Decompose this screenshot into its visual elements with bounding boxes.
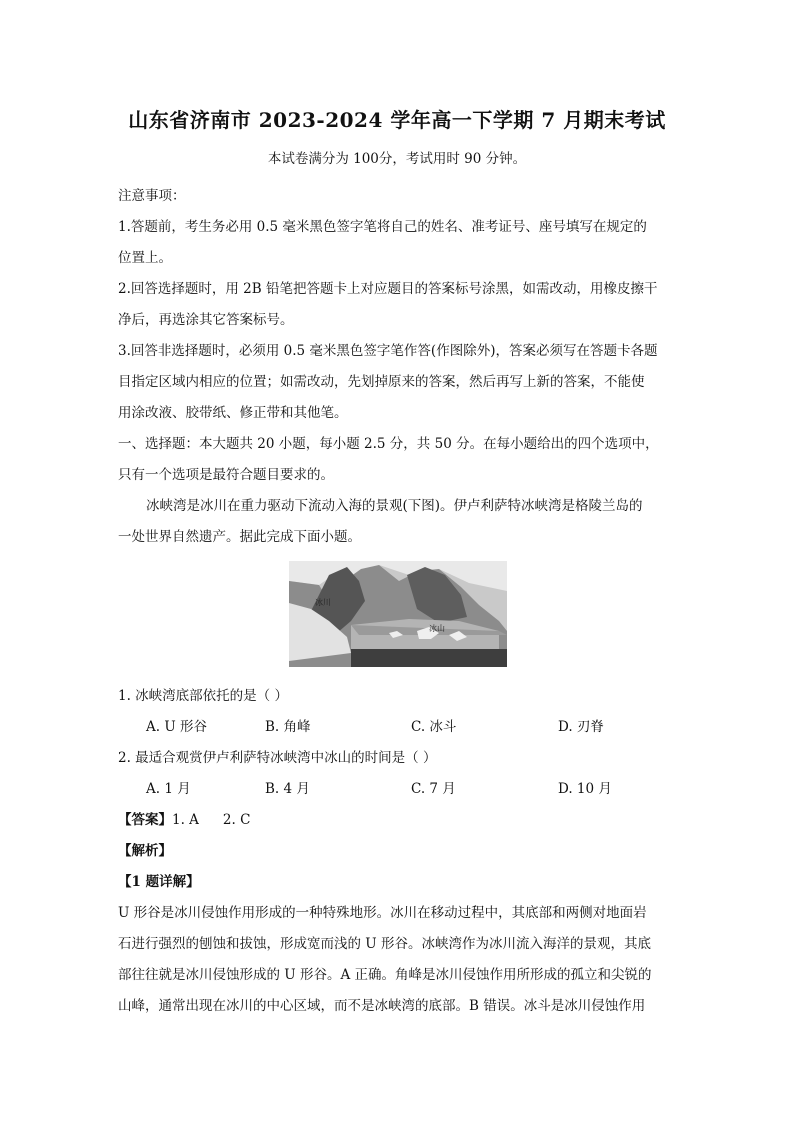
- notes-heading: 注意事项：: [118, 188, 186, 204]
- detail-label: 【1 题详解】: [118, 874, 200, 890]
- option-b: B. 角峰: [265, 719, 311, 735]
- glacier-label: 冰川: [315, 598, 331, 607]
- notes-line: 3.回答非选择题时，必须用 0.5 毫米黑色签字笔作答(作图除外)，答案必须写在答题卡各题: [118, 343, 658, 359]
- answer-line: [118, 805, 676, 836]
- option-a: A. 1 月: [146, 781, 191, 797]
- passage-text: 一处世界自然遗产。据此完成下面小题。: [118, 529, 361, 545]
- exam-subtitle: 本试卷满分为 100分，考试用时 90 分钟。: [267, 151, 527, 167]
- fjord-illustration: [289, 561, 507, 667]
- option-d: D. 10 月: [558, 781, 612, 797]
- passage-text: 冰峡湾是冰川在重力驱动下流动入海的景观(下图)。伊卢利萨特冰峡湾是格陵兰岛的: [146, 498, 643, 514]
- notes-line: 用涂改液、胶带纸、修正带和其他笔。: [118, 405, 348, 421]
- option-d: D. 刃脊: [558, 719, 604, 735]
- notes-line: 位置上。: [118, 250, 172, 266]
- answer-label: 【答案】: [118, 812, 172, 828]
- iceberg-label: 冰山: [429, 624, 445, 633]
- detail-text: 石进行强烈的刨蚀和拔蚀，形成宽而浅的 U 形谷。冰峡湾作为冰川流入海洋的景观，其底: [118, 936, 651, 952]
- question-1-options: [118, 712, 676, 743]
- option-c: C. 7 月: [411, 781, 456, 797]
- option-b: B. 4 月: [265, 781, 310, 797]
- answer-2: 2. C: [222, 812, 251, 828]
- notes-line: 目指定区域内相应的位置；如需改动，先划掉原来的答案，然后再写上新的答案，不能使: [118, 374, 645, 390]
- question-1-stem: 1. 冰峡湾底部依托的是（ ）: [118, 688, 288, 704]
- analysis-label: 【解析】: [118, 843, 172, 859]
- answer-1: 1. A: [172, 812, 199, 828]
- notes-line: 1.答题前，考生务必用 0.5 毫米黑色签字笔将自己的姓名、准考证号、座号填写在规定的: [118, 219, 647, 235]
- detail-text: 部往往就是冰川侵蚀形成的 U 形谷。A 正确。角峰是冰川侵蚀作用所形成的孤立和尖锐的: [118, 967, 652, 983]
- page-title: 山东省济南市 2023-2024 学年高一下学期 7 月期末考试: [128, 108, 666, 132]
- section-heading: 只有一个选项是最符合题目要求的。: [118, 467, 334, 483]
- detail-text: U 形谷是冰川侵蚀作用形成的一种特殊地形。冰川在移动过程中，其底部和两侧对地面岩: [118, 905, 647, 921]
- option-c: C. 冰斗: [411, 719, 457, 735]
- option-a: A. U 形谷: [146, 719, 208, 735]
- notes-line: 净后，再选涂其它答案标号。: [118, 312, 294, 328]
- section-heading: 一、选择题：本大题共 20 小题，每小题 2.5 分，共 50 分。在每小题给出的四个选项中，: [118, 436, 659, 452]
- question-2-options: [118, 774, 676, 805]
- detail-text: 山峰，通常出现在冰川的中心区域，而不是冰峡湾的底部。B 错误。冰斗是冰川侵蚀作用: [118, 998, 646, 1014]
- question-2-stem: 2. 最适合观赏伊卢利萨特冰峡湾中冰山的时间是（ ）: [118, 750, 437, 766]
- fjord-figure: [289, 561, 507, 667]
- notes-line: 2.回答选择题时，用 2B 铅笔把答题卡上对应题目的答案标号涂黑，如需改动，用橡皮擦干: [118, 281, 658, 297]
